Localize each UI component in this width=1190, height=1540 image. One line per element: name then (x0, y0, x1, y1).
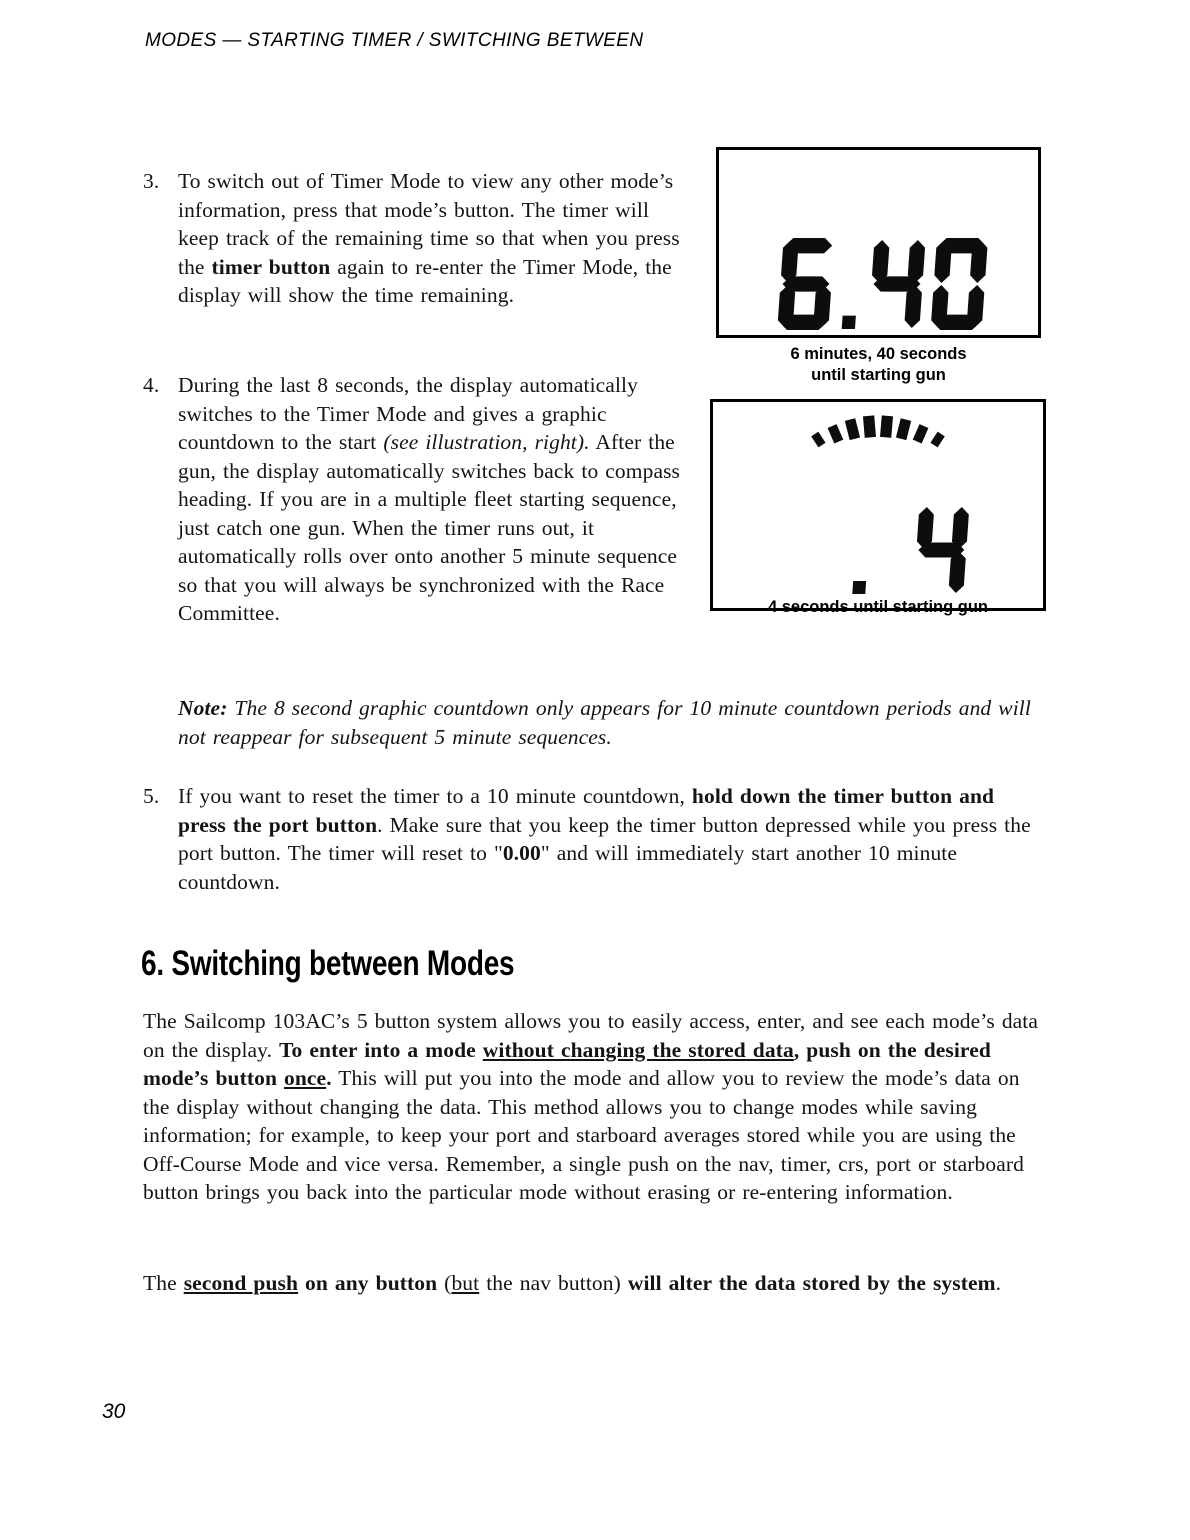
text-run: hold down the timer button and press the port button (178, 784, 995, 837)
list-item-5 (143, 782, 1046, 896)
text-run: This will put you into the mode and allow you to review the mode’s data on the display without changing the data. This method allows you to change modes while saving information; for example, to keep your port and starboard averages stored while you are using the Off-Course Mode and vice versa. Remember, a single push on the nav, timer, crs, port or starboard button brings you back into the particular mode without erasing or re-entering information. (143, 1066, 1024, 1204)
list-item-number: 5. (143, 784, 160, 808)
text-run: second push (183, 1271, 299, 1295)
text-run: To enter into a mode (279, 1037, 483, 1062)
text-run: (see illustration, right). (383, 430, 590, 454)
text-run: once (283, 1066, 327, 1090)
list-item-body (178, 782, 1046, 896)
text-run: . Make sure that you keep the timer button depressed while you press the port button. The timer will reset to " (178, 812, 1031, 865)
text-run: ( (437, 1271, 452, 1295)
text-run: on any button (298, 1271, 438, 1295)
list-item-4 (143, 371, 683, 628)
seven-segment-countdown-value (850, 505, 971, 595)
body-paragraph-2 (143, 1269, 1046, 1298)
text-run: the nav button) (479, 1271, 628, 1295)
caption-line-1: 6 minutes, 40 seconds (790, 345, 967, 363)
countdown-bars-graphic (807, 414, 949, 454)
text-run: but (451, 1271, 480, 1295)
text-run: will alter the data stored by the system (627, 1271, 996, 1295)
body-paragraph-1 (143, 1007, 1046, 1207)
text-run: To switch out of Timer Mode to view any other mode’s information, press that mode’s button. The timer will keep track of the remaining time so that when you press the (178, 169, 680, 279)
section-heading: 6. Switching between Modes (141, 944, 515, 983)
text-run: The 8 second graphic countdown only appears for 10 minute countdown periods and will not reappear for subsequent 5 minute sequences. (178, 696, 1031, 749)
text-run: timer button (211, 254, 331, 279)
text-run: without changing the stored data (482, 1037, 794, 1062)
text-run: again to re-enter the Timer Mode, the display will show the time remaining. (178, 254, 672, 307)
text-run: . (995, 1271, 1002, 1295)
text-run: . (326, 1066, 332, 1090)
list-item-number: 3. (143, 169, 160, 193)
text-run: If you want to reset the timer to a 10 minute countdown, (178, 784, 692, 808)
text-run: Note: (178, 696, 228, 720)
timer-display-caption (716, 344, 1041, 386)
page-header: MODES — STARTING TIMER / SWITCHING BETWEEN (145, 30, 644, 51)
text-run: During the last 8 seconds, the display automatically switches to the Timer Mode and gives a graphic countdown to the start (178, 373, 638, 454)
text-run: The (143, 1271, 184, 1295)
list-item-body (178, 371, 683, 628)
note-paragraph (178, 694, 1046, 751)
caption-line-2: until starting gun (811, 366, 946, 384)
list-item-body (178, 167, 683, 310)
text-run: , push on the desired mode’s button (143, 1037, 991, 1090)
list-item-number: 4. (143, 373, 160, 397)
list-item-3 (143, 167, 683, 310)
countdown-display-caption: 4 seconds until starting gun (767, 598, 989, 616)
lcd-box-countdown (710, 399, 1046, 611)
text-run: The Sailcomp 103AC’s 5 button system allows you to easily access, enter, and see each mode’s data on the display. (143, 1009, 1039, 1062)
seven-segment-timer-value (777, 238, 990, 330)
text-run: 0.00 (502, 841, 541, 865)
lcd-box-timer (716, 147, 1041, 338)
page-number: 30 (102, 1400, 126, 1423)
text-run: After the gun, the display automatically switches back to compass heading. If you are in a multiple fleet starting sequence, just catch one gun. When the timer runs out, it automatically rolls over onto another 5 minute sequence so that you will always be synchronized with the Race Committee. (178, 430, 681, 625)
text-run: " and will immediately start another 10 minute countdown. (178, 841, 958, 894)
